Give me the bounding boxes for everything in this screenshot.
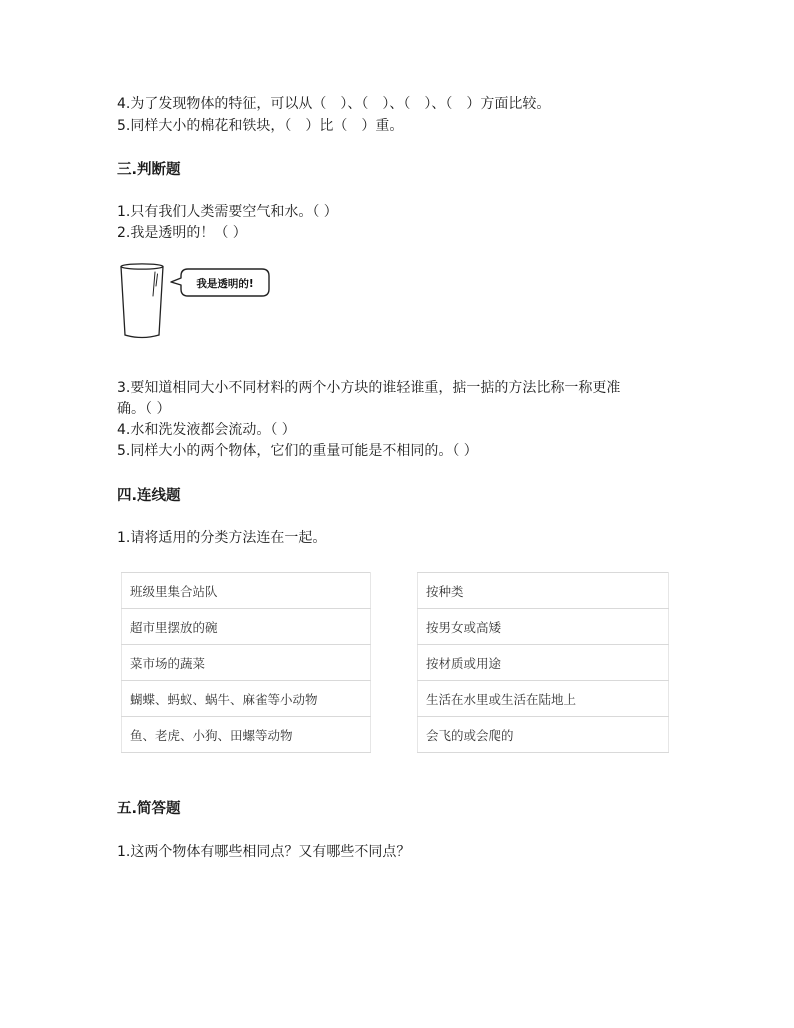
glass-icon (121, 264, 163, 338)
fill-question-4: 4.为了发现物体的特征，可以从（ ）、（ ）、（ ）、（ ）方面比较。 (117, 96, 551, 112)
match-right-item[interactable]: 按材质或用途 (418, 645, 669, 681)
match-right-table (417, 572, 669, 753)
match-left-item[interactable]: 超市里摆放的碗 (122, 609, 371, 645)
judge-question-2: 2.我是透明的！（ ） (117, 225, 247, 241)
judge-question-3-line-1: 3.要知道相同大小不同材料的两个小方块的谁轻谁重，掂一掂的方法比称一称更准 (117, 380, 621, 396)
section-5-title: 五.简答题 (117, 801, 181, 817)
table-row (122, 609, 371, 645)
match-right-item[interactable]: 会飞的或会爬的 (418, 717, 669, 753)
match-right-item[interactable]: 按男女或高矮 (418, 609, 669, 645)
table-row (418, 645, 669, 681)
table-row (122, 573, 371, 609)
match-left-table (121, 572, 371, 753)
speech-bubble-text: 我是透明的! (196, 278, 254, 290)
judge-question-3-line-2: 确。（ ） (117, 401, 171, 417)
match-left-item[interactable]: 班级里集合站队 (122, 573, 371, 609)
short-answer-question-1: 1.这两个物体有哪些相同点？又有哪些不同点？ (117, 844, 411, 860)
section-3-title: 三.判断题 (117, 162, 181, 178)
match-question-1: 1.请将适用的分类方法连在一起。 (117, 530, 327, 546)
table-row (418, 717, 669, 753)
judge-question-1: 1.只有我们人类需要空气和水。（ ） (117, 204, 338, 220)
section-4-title: 四.连线题 (117, 488, 181, 504)
table-row (418, 681, 669, 717)
match-right-item[interactable]: 生活在水里或生活在陆地上 (418, 681, 669, 717)
transparent-glass-illustration (116, 262, 276, 342)
table-row (418, 573, 669, 609)
table-row (418, 609, 669, 645)
judge-question-5: 5.同样大小的两个物体，它们的重量可能是不相同的。（ ） (117, 443, 478, 459)
fill-question-5: 5.同样大小的棉花和铁块，（ ）比（ ）重。 (117, 118, 404, 134)
table-row (122, 645, 371, 681)
table-row (122, 717, 371, 753)
match-right-item[interactable]: 按种类 (418, 573, 669, 609)
judge-question-4: 4.水和洗发液都会流动。（ ） (117, 422, 296, 438)
match-left-item[interactable]: 菜市场的蔬菜 (122, 645, 371, 681)
match-left-item[interactable]: 鱼、老虎、小狗、田螺等动物 (122, 717, 371, 753)
table-row (122, 681, 371, 717)
match-left-item[interactable]: 蝴蝶、蚂蚁、蜗牛、麻雀等小动物 (122, 681, 371, 717)
